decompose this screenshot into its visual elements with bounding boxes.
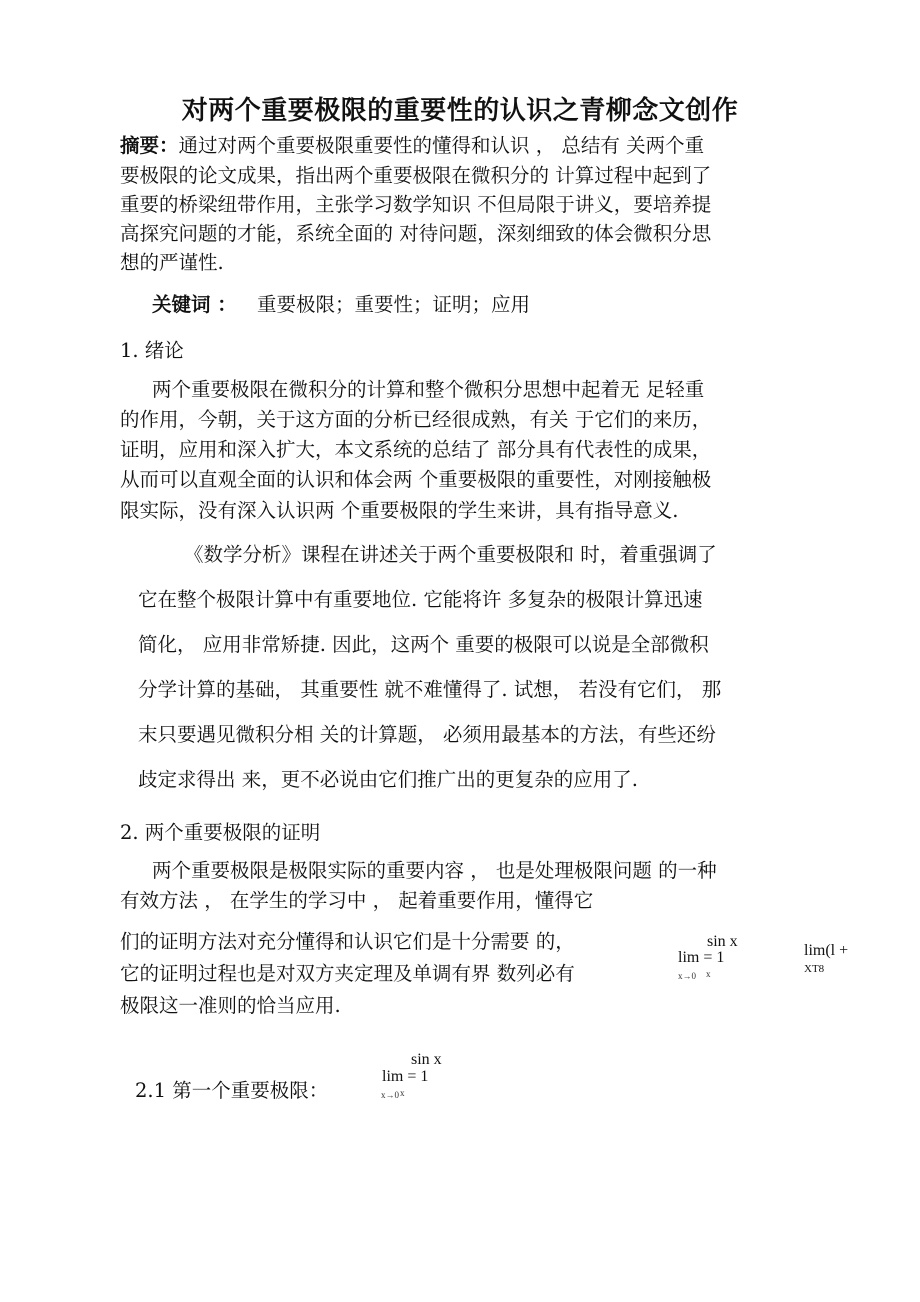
- abstract-line-5: 想的严谨性.: [120, 251, 224, 274]
- s2-line-2: 有效方法 ， 在学生的学习中 ， 起着重要作用，懂得它: [120, 889, 594, 912]
- formula-1-lim: lim = 1: [678, 949, 725, 966]
- section-2-1-heading: 2.1 第一个重要极限：: [135, 1079, 329, 1102]
- formula-1-numerator: sin x: [707, 933, 738, 950]
- section-1-heading: 1. 绪论: [120, 339, 184, 362]
- section-2-heading: 2. 两个重要极限的证明: [120, 821, 321, 844]
- s2-line-4: 它的证明过程也是对双方夹定理及单调有界 数列必有: [120, 962, 575, 985]
- s1-p1-line-1: 两个重要极限在微积分的计算和整个微积分思想中起着无 足轻重: [152, 378, 705, 401]
- keywords: [152, 289, 530, 317]
- formula-3-numerator: sin x: [411, 1051, 442, 1068]
- s2-line-1: 两个重要极限是极限实际的重要内容 ， 也是处理极限问题 的一种: [152, 859, 717, 882]
- abstract-text: 通过对两个重要极限重要性的懂得和认识 ， 总结有 关两个重: [178, 134, 705, 157]
- document-title: 对两个重要极限的重要性的认识之青柳念文创作: [181, 96, 739, 126]
- abstract-line-1: [120, 130, 704, 158]
- s1-p1-line-2: 的作用，今朝，关于这方面的分析已经很成熟，有关 于它们的来历，: [120, 408, 712, 431]
- s1-p2-line-1: 《数学分析》课程在讲述关于两个重要极限和 时，着重强调了: [184, 543, 717, 566]
- s1-p2-line-4: 分学计算的基础， 其重要性 就不难懂得了. 试想， 若没有它们， 那: [138, 678, 722, 701]
- s2-line-3: 们的证明方法对充分懂得和认识它们是十分需要 的，: [120, 930, 575, 953]
- formula-1-subscript: x→0: [678, 971, 696, 981]
- s1-p1-line-3: 证明，应用和深入扩大，本文系统的总结了 部分具有代表性的成果，: [120, 438, 712, 461]
- s1-p1-line-5: 限实际，没有深入认识两 个重要极限的学生来讲，具有指导意义.: [120, 499, 679, 522]
- keywords-label: 关键词 ：: [152, 293, 237, 316]
- formula-2-lim: lim(l +: [804, 942, 849, 959]
- formula-1-denominator: x: [706, 969, 711, 979]
- abstract-line-4: 高探究问题的才能，系统全面的 对待问题，深刻细致的体会微积分思: [120, 222, 712, 245]
- abstract-line-3: 重要的桥梁纽带作用，主张学习数学知识 不但局限于讲义，要培养提: [120, 193, 712, 216]
- formula-3-subscript: x→0: [381, 1090, 399, 1100]
- abstract-label: 摘要：: [120, 134, 179, 157]
- s1-p2-line-5: 末只要遇见微积分相 关的计算题， 必须用最基本的方法，有些还纷: [138, 723, 716, 746]
- s2-line-5: 极限这一准则的恰当应用.: [120, 994, 341, 1017]
- s1-p1-line-4: 从而可以直观全面的认识和体会两 个重要极限的重要性，对刚接触极: [120, 468, 712, 491]
- abstract-line-2: 要极限的论文成果，指出两个重要极限在微积分的 计算过程中起到了: [120, 164, 712, 187]
- formula-3-denominator: x: [400, 1088, 405, 1098]
- s1-p2-line-2: 它在整个极限计算中有重要地位. 它能将许 多复杂的极限计算迅速: [138, 588, 703, 611]
- keywords-text: 重要极限；重要性；证明；应用: [257, 293, 531, 316]
- s1-p2-line-3: 简化， 应用非常矫捷. 因此，这两个 重要的极限可以说是全部微积: [138, 633, 709, 656]
- formula-2-subscript: XT8: [804, 963, 825, 975]
- formula-3-lim: lim = 1: [382, 1068, 429, 1085]
- s1-p2-line-6: 歧定求得出 来，更不必说由它们推广出的更复杂的应用了.: [138, 768, 638, 791]
